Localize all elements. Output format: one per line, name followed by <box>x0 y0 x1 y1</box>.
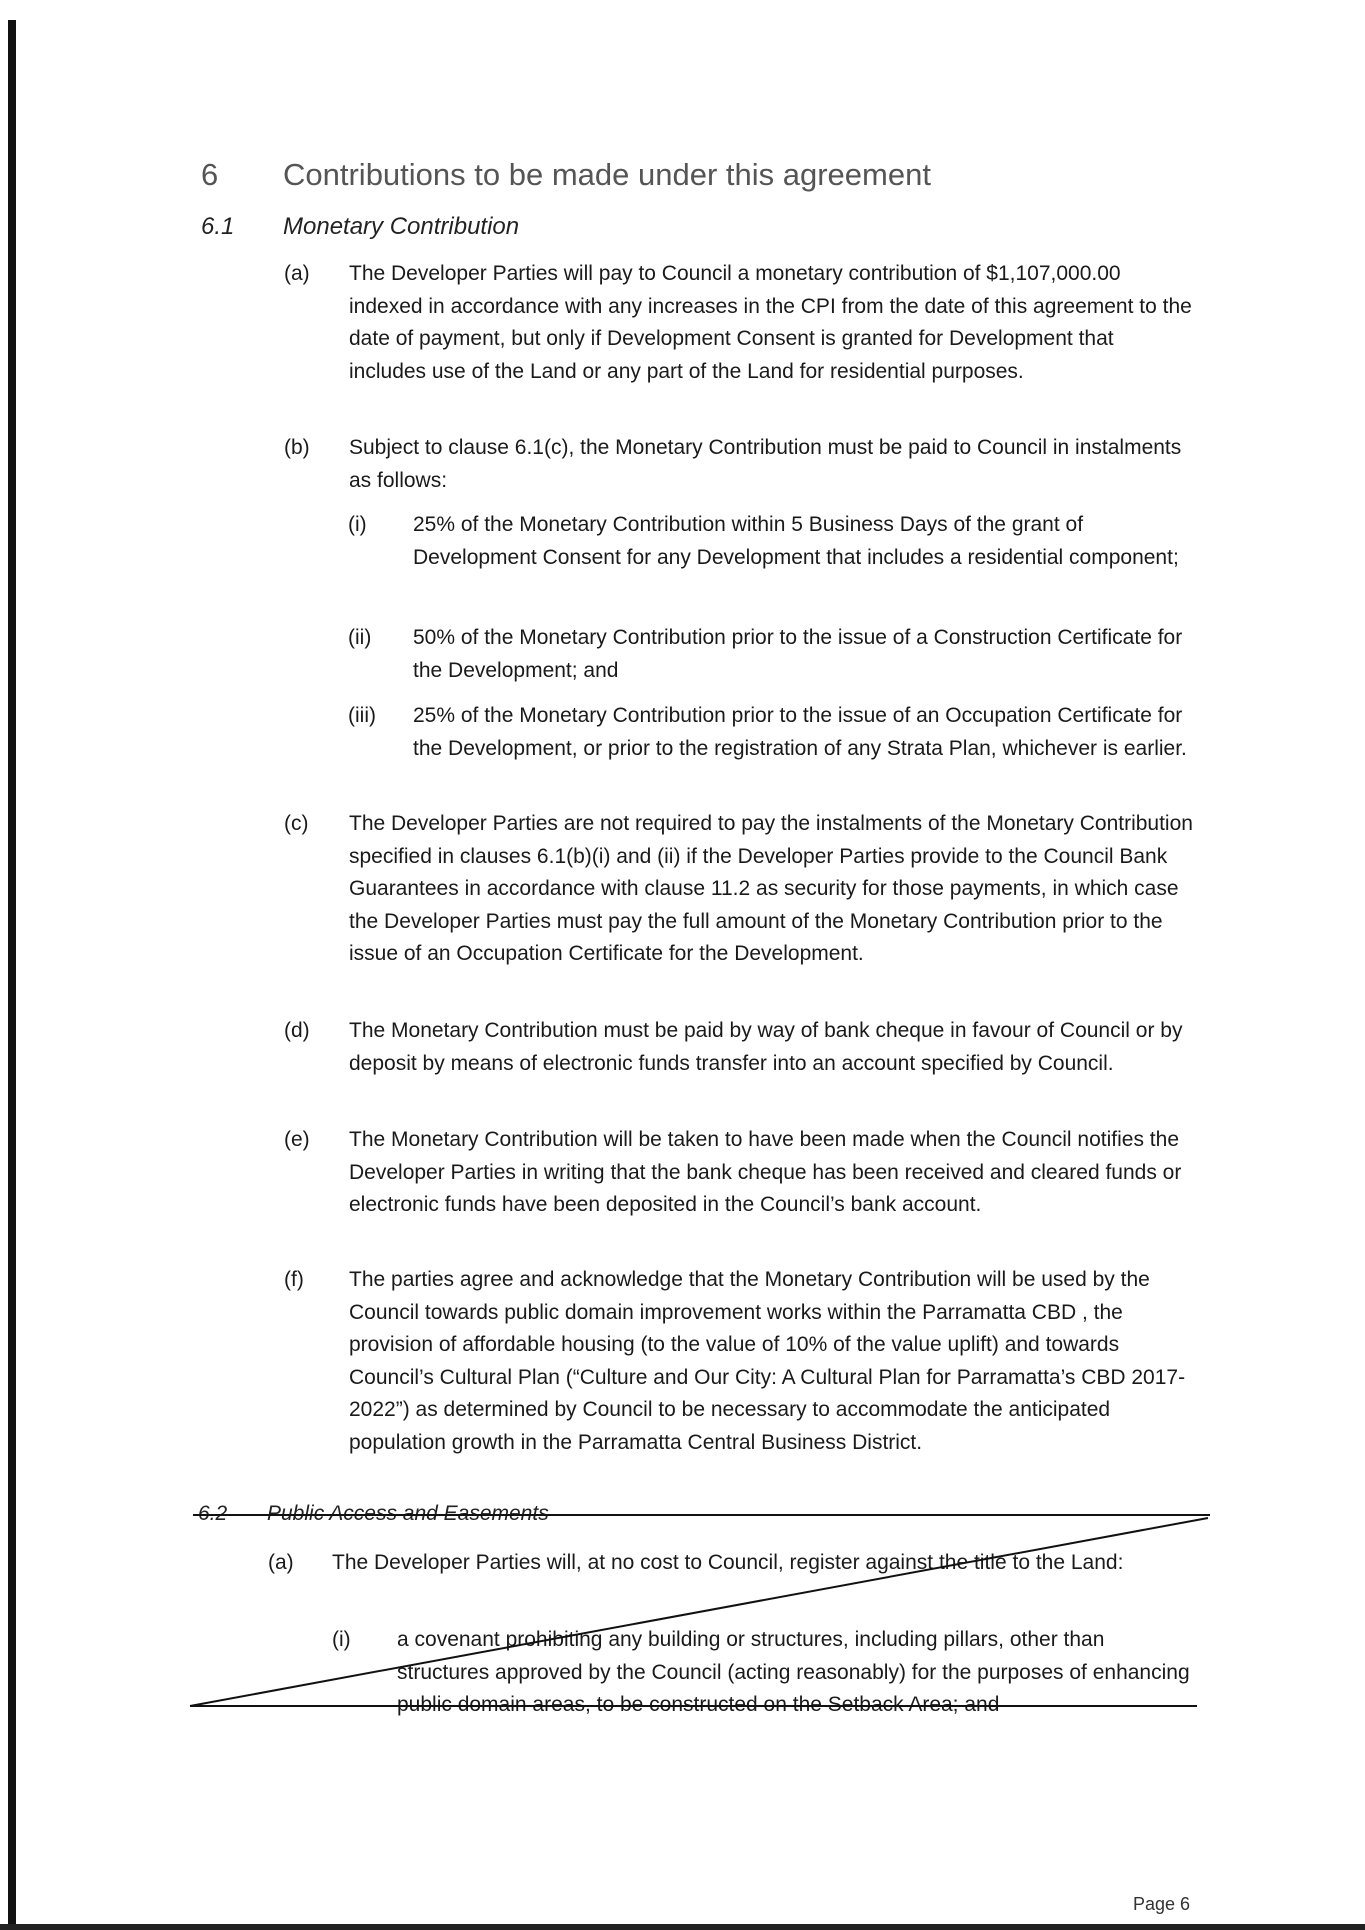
clause-6-1-b-label: (b) <box>284 436 310 459</box>
clause-6-1-d-label: (d) <box>284 1019 310 1042</box>
clause-6-2-a-label: (a) <box>268 1551 294 1574</box>
clause-6-1-f-label: (f) <box>284 1268 304 1291</box>
clause-6-1-a-label: (a) <box>284 262 310 285</box>
scan-bottom-edge <box>0 1924 1365 1930</box>
clause-6-1-c-text: The Developer Parties are not required to pay the instalments of the Monetary Contribution specified in clauses 6.1(b)(i) and (ii) if the Developer Parties provide to the Council Bank Guarantees in accordance with clause 11.2 as security for those payments, in which case the Developer Parties must pay the full amount of the Monetary Contribution prior to the issue of an Occupation Certificate for the Development. <box>349 812 1193 965</box>
clause-6-2-a-text: The Developer Parties will, at no cost to Council, register against the title to the Land: <box>332 1551 1124 1574</box>
subsection-6-1-number: 6.1 <box>201 213 235 240</box>
clause-6-1-d-text: The Monetary Contribution must be paid by way of bank cheque in favour of Council or by deposit by means of electronic funds transfer into an account specified by Council. <box>349 1019 1183 1075</box>
clause-6-1-a-text: The Developer Parties will pay to Council a monetary contribution of $1,107,000.00 indexed in accordance with any increases in the CPI from the date of this agreement to the date of payment, but only if Development Consent is granted for Development that includes use of the Land or any part of the Land for residential purposes. <box>349 262 1192 383</box>
page-number: Page 6 <box>1133 1894 1191 1914</box>
clause-6-1-b-i-text: 25% of the Monetary Contribution within 5 Business Days of the grant of Development Consent for any Development that includes a residential component; <box>413 513 1179 569</box>
clause-6-1-e-label: (e) <box>284 1128 310 1151</box>
clause-6-1-b-i-label: (i) <box>348 513 367 536</box>
strike-diagonal-line <box>190 1518 1208 1706</box>
subsection-6-1-title: Monetary Contribution <box>283 213 520 240</box>
clause-6-1-f-text: The parties agree and acknowledge that the Monetary Contribution will be used by the Council towards public domain improvement works within the Parramatta CBD , the provision of affordable housing (to the value of 10% of the value uplift) and towards Council’s Cultural Plan (“Culture and Our City: A Cultural Plan for Parramatta’s CBD 2017-2022”) as determined by Council to be necessary to accommodate the anticipated population growth in the Parramatta Central Business District. <box>349 1268 1186 1454</box>
clause-6-1-e-text: The Monetary Contribution will be taken to have been made when the Council notifies the Developer Parties in writing that the bank cheque has been received and cleared funds or electronic funds have been deposited in the Council’s bank account. <box>349 1128 1182 1216</box>
subsection-6-2-number: 6.2 <box>198 1502 228 1525</box>
subsection-6-2-title: Public Access and Easements <box>267 1502 549 1525</box>
clause-6-2-a-i-text: a covenant prohibiting any building or structures, including pillars, other than structures approved by the Council (acting reasonably) for the purposes of enhancing public domain areas, to be constructed on the Setback Area; and <box>397 1628 1190 1716</box>
clause-6-1-b-text: Subject to clause 6.1(c), the Monetary Contribution must be paid to Council in instalments as follows: <box>349 436 1182 492</box>
clause-6-1-b-iii-text: 25% of the Monetary Contribution prior to the issue of an Occupation Certificate for the Development, or prior to the registration of any Strata Plan, whichever is earlier. <box>413 704 1187 760</box>
clause-6-1-b-iii-label: (iii) <box>348 704 376 727</box>
clause-6-1-b-ii-label: (ii) <box>348 626 372 649</box>
section-number: 6 <box>201 157 219 192</box>
clause-6-2-a-i-label: (i) <box>332 1628 351 1651</box>
clause-6-1-b-ii-text: 50% of the Monetary Contribution prior to the issue of a Construction Certificate for the Development; and <box>413 626 1183 682</box>
clause-6-1-c-label: (c) <box>284 812 309 835</box>
section-title: Contributions to be made under this agreement <box>283 157 931 192</box>
